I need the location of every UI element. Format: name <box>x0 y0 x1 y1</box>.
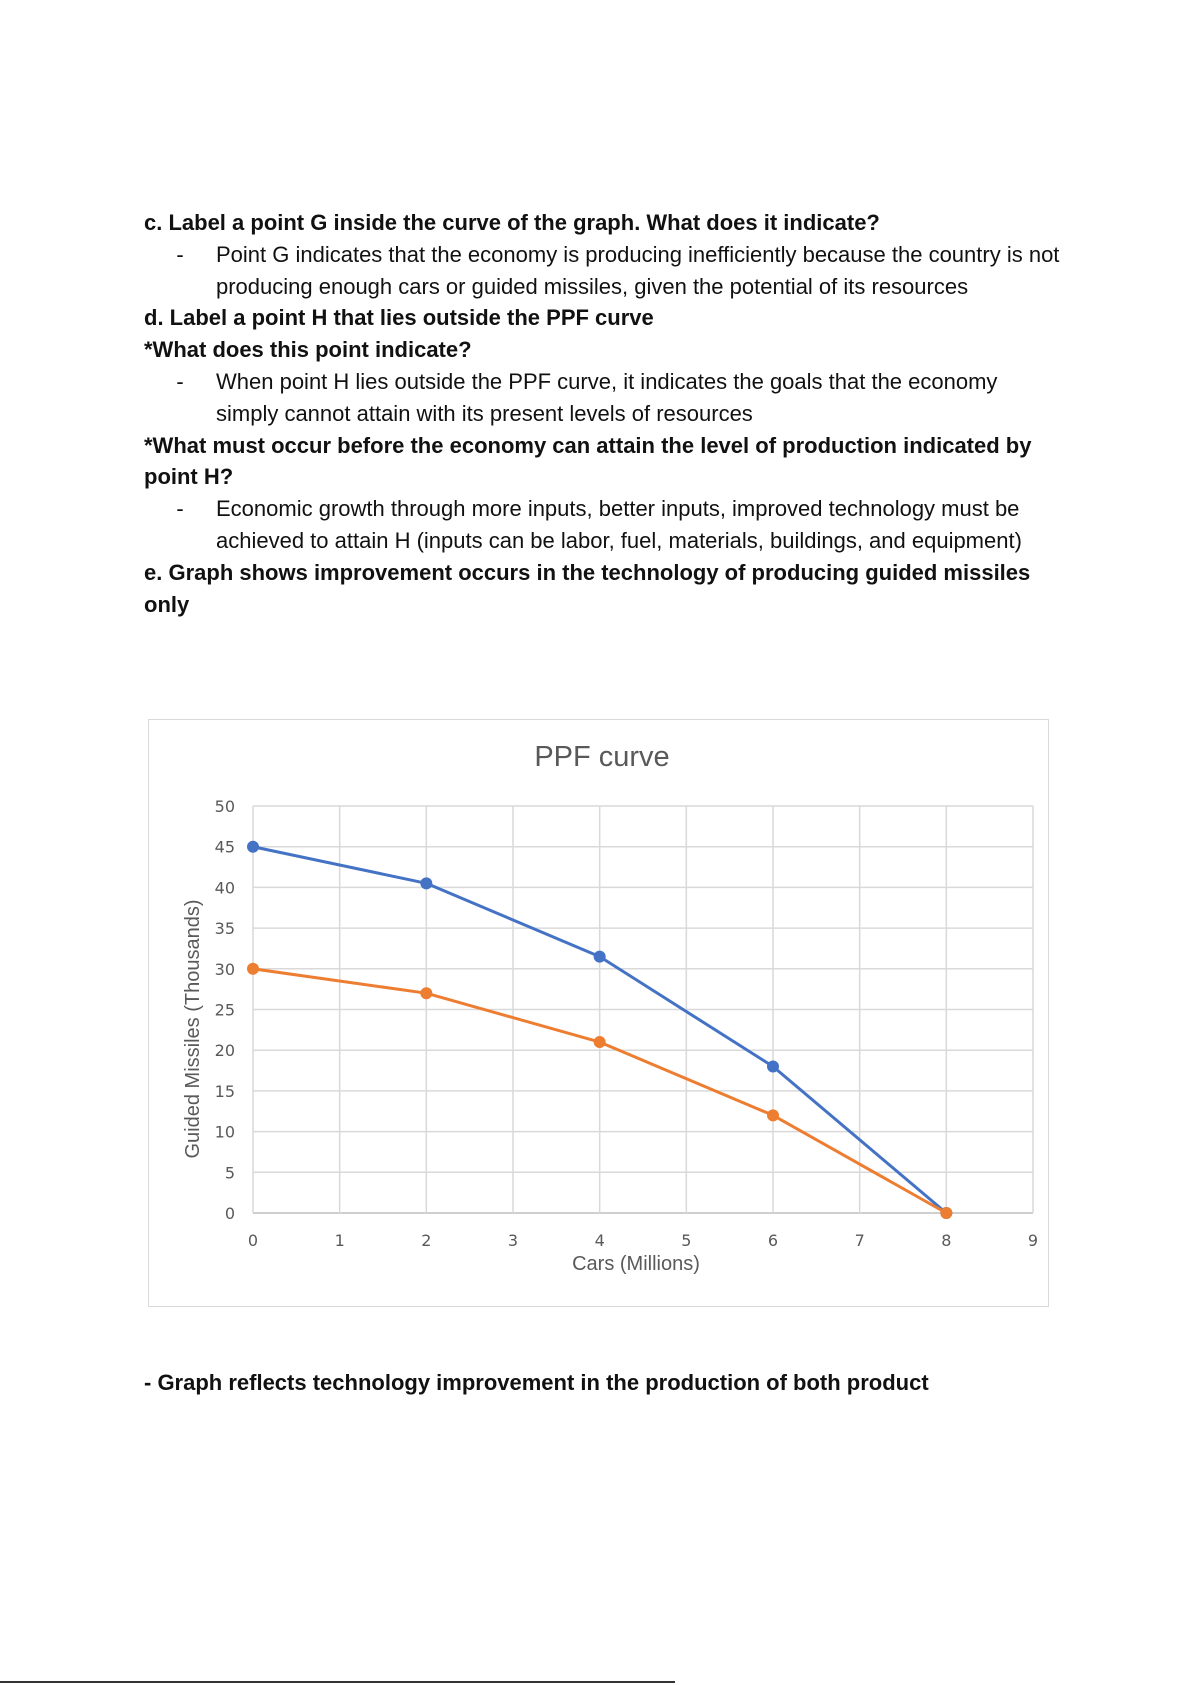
x-tick-label: 2 <box>421 1231 432 1250</box>
data-point-improved-ppf <box>594 951 606 963</box>
page-bottom-rule <box>0 1681 675 1683</box>
answer-d2 <box>144 493 1064 557</box>
x-tick-label: 9 <box>1027 1231 1039 1250</box>
x-tick-label: 8 <box>941 1231 952 1250</box>
y-tick-label: 30 <box>214 959 235 979</box>
question-d-sub1: *What does this point indicate? <box>144 337 472 363</box>
data-point-original-ppf <box>767 1109 779 1121</box>
x-tick-label: 5 <box>681 1231 692 1250</box>
bullet-dash: - <box>176 241 184 267</box>
question-c: c. Label a point G inside the curve of the graph. What does it indicate? <box>144 210 880 235</box>
ppf-chart <box>148 719 1049 1307</box>
y-tick-label: 20 <box>214 1041 235 1061</box>
y-tick-label: 50 <box>214 797 235 816</box>
chart-title: PPF curve <box>534 741 670 773</box>
data-point-improved-ppf <box>420 877 432 889</box>
answer-c <box>144 239 1064 303</box>
ppf-chart-svg <box>149 720 1050 1308</box>
x-tick-label: 6 <box>767 1231 779 1250</box>
answer-d1 <box>144 366 1064 430</box>
answer-c-text: Point G indicates that the economy is producing inefficiently because the country is not producing enough cars or guided missiles, given the potential of its resources <box>216 241 1060 299</box>
x-tick-label: 3 <box>507 1231 519 1250</box>
x-tick-label: 7 <box>854 1231 865 1250</box>
y-tick-label: 15 <box>214 1081 235 1101</box>
chart-gridlines <box>253 806 1033 1213</box>
bottom-note: - Graph reflects technology improvement in the production of both product <box>144 1370 929 1395</box>
x-tick-label: 4 <box>594 1231 605 1250</box>
question-d-sub2: *What must occur before the economy can attain the level of production indicated by point H? <box>144 432 1032 490</box>
y-axis-label: Guided Missiles (Thousands) <box>182 899 204 1159</box>
y-tick-label: 35 <box>214 919 235 939</box>
y-tick-label: 45 <box>214 837 235 857</box>
data-point-original-ppf <box>594 1036 606 1048</box>
question-e-letter: e <box>144 559 157 585</box>
data-point-original-ppf <box>940 1207 952 1219</box>
bullet-dash: - <box>176 496 184 522</box>
question-d: d. Label a point H that lies outside the PPF curve <box>144 305 654 331</box>
answer-d1-text: When point H lies outside the PPF curve, it indicates the goals that the economy simply cannot attain with its present levels of resources <box>216 368 998 426</box>
x-tick-label: 1 <box>334 1231 345 1250</box>
x-axis-label: Cars (Millions) <box>572 1253 700 1275</box>
data-point-original-ppf <box>247 963 259 975</box>
y-tick-label: 25 <box>214 1000 235 1020</box>
x-tick-label: 0 <box>247 1231 259 1250</box>
question-e-text: . Graph shows improvement occurs in the technology of producing guided missiles only <box>144 559 1031 617</box>
data-point-improved-ppf <box>247 841 259 853</box>
answer-d2-text: Economic growth through more inputs, better inputs, improved technology must be achieved to attain H (inputs can be labor, fuel, materials, buildings, and equipment) <box>216 496 1022 553</box>
y-tick-label: 5 <box>224 1163 235 1183</box>
question-e <box>144 557 1064 621</box>
y-tick-label: 40 <box>214 878 235 898</box>
y-tick-label: 0 <box>224 1204 235 1223</box>
answer-sheet <box>144 207 1064 620</box>
bullet-dash: - <box>176 368 184 394</box>
y-tick-label: 10 <box>214 1122 235 1142</box>
data-point-improved-ppf <box>767 1060 779 1072</box>
data-point-original-ppf <box>420 987 432 999</box>
